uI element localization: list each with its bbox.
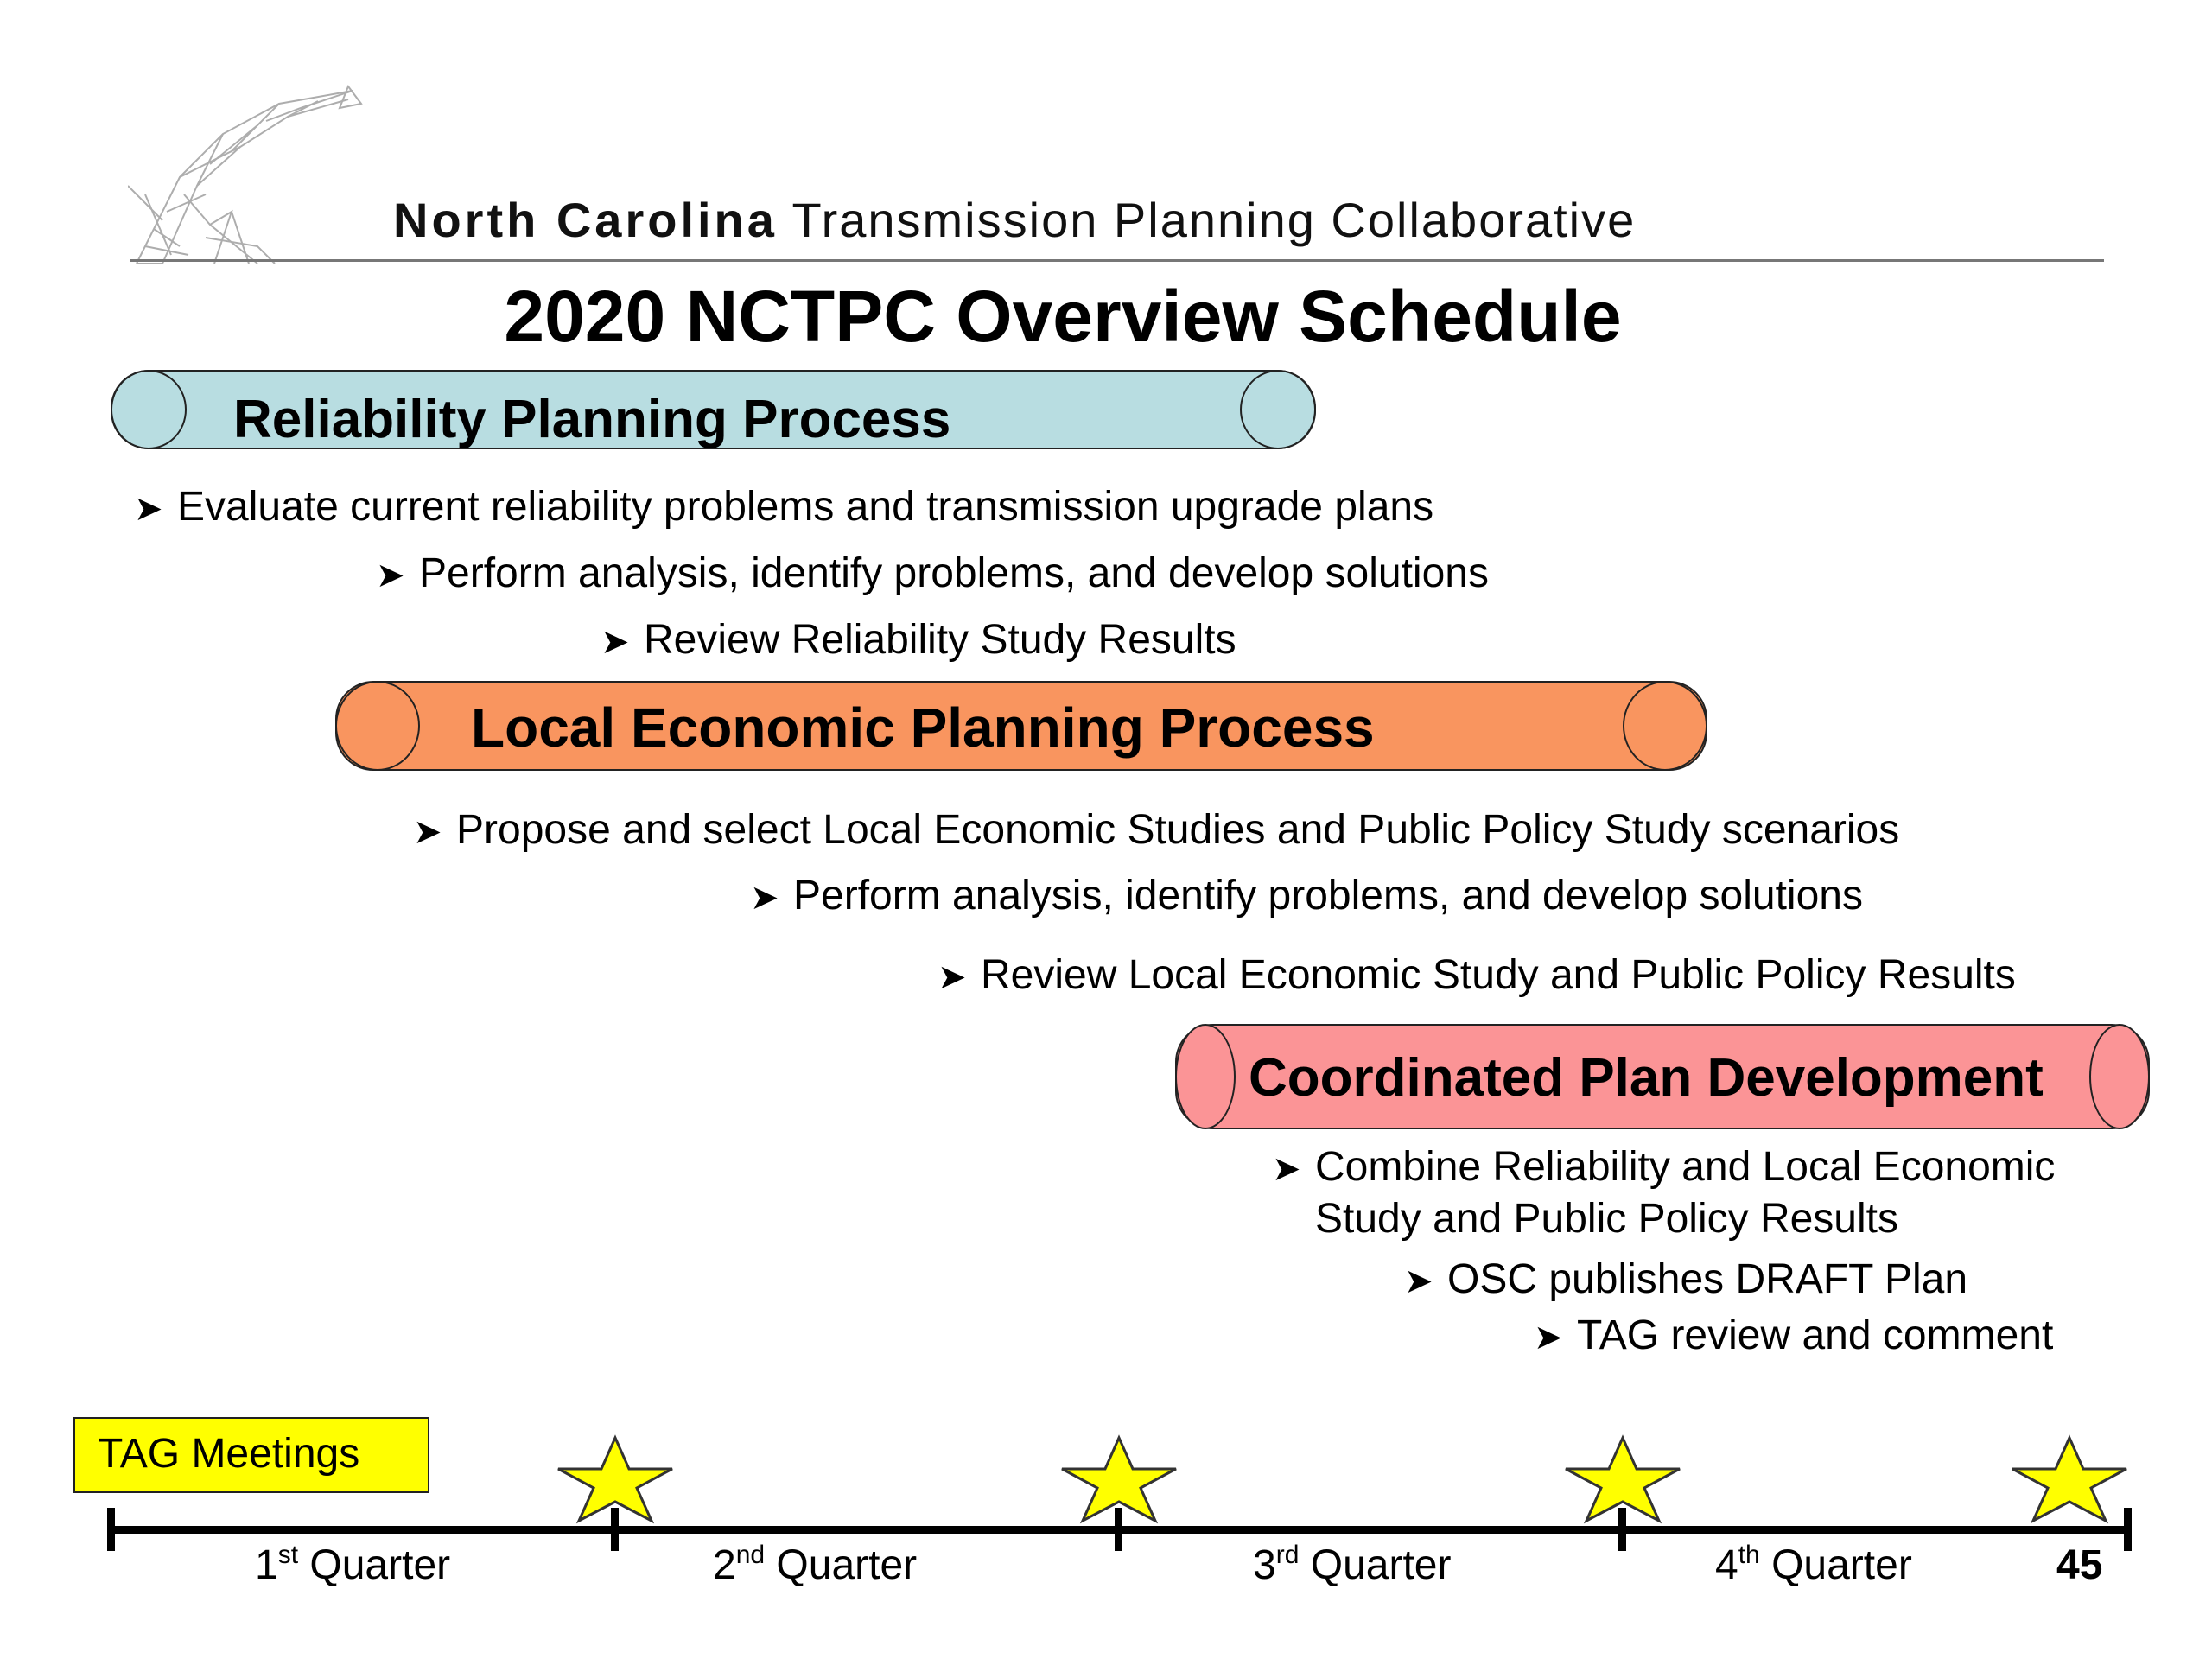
coordinated-plan-label: Coordinated Plan Development [1249,1048,2044,1108]
reliability-process-label: Reliability Planning Process [233,390,951,449]
quarter-label: 2nd Quarter [713,1541,918,1588]
star-icon [2009,1434,2130,1524]
quarter-label: 3rd Quarter [1253,1541,1452,1588]
page-title: 2020 NCTPC Overview Schedule [504,276,1622,357]
page-number: 45 [2056,1542,2103,1588]
timeline-tick [1618,1508,1626,1551]
banner-cap-right [1623,681,1707,771]
reliability-bullet: ➤ Perform analysis, identify problems, and develop solutions [376,549,1489,601]
coordinated-bullet: ➤ OSC publishes DRAFT Plan [1404,1255,1967,1306]
arrowhead-bullet-icon: ➤ [376,556,405,594]
timeline-tick [107,1508,115,1551]
banner-cap-left [335,681,420,771]
header-divider [130,259,2104,262]
reliability-bullet: ➤ Review Reliability Study Results [601,615,1236,667]
quarter-label: 4th Quarter [1715,1541,1912,1588]
arrowhead-bullet-icon: ➤ [750,879,779,917]
arrowhead-bullet-icon: ➤ [134,490,163,528]
arrowhead-bullet-icon: ➤ [938,958,967,996]
timeline-tick [611,1508,619,1551]
reliability-bullet: ➤ Evaluate current reliability problems and transmission upgrade plans [134,482,1433,534]
coordinated-bullet: ➤ TAG review and comment [1534,1311,2053,1363]
arrowhead-bullet-icon: ➤ [413,813,442,851]
local-economic-process-label: Local Economic Planning Process [471,696,1375,759]
org-name-rest: Transmission Planning Collaborative [791,193,1637,247]
arrowhead-bullet-icon: ➤ [1404,1262,1433,1300]
banner-cap-right [1240,370,1316,449]
org-name-bold: North Carolina [393,193,778,247]
coordinated-bullet: ➤ Combine Reliability and Local Economic Study and Public Policy Results [1272,1144,2056,1242]
timeline-tick [1115,1508,1122,1551]
banner-cap-left [1175,1024,1236,1129]
arrowhead-bullet-icon: ➤ [1534,1319,1563,1357]
org-name [393,192,2104,247]
local-economic-bullet: ➤ Perform analysis, identify problems, and develop solutions [750,871,1863,923]
arrowhead-bullet-icon: ➤ [1272,1150,1301,1188]
arrowhead-bullet-icon: ➤ [601,623,630,661]
local-economic-bullet: ➤ Review Local Economic Study and Public Policy Results [938,950,2016,1002]
tag-meetings-label: TAG Meetings [73,1417,429,1493]
banner-cap-left [111,370,187,449]
timeline-tick [2124,1508,2132,1551]
transmission-tower-logo [128,82,387,268]
banner-cap-right [2089,1024,2150,1129]
local-economic-bullet: ➤ Propose and select Local Economic Studies and Public Policy Study scenarios [413,805,1899,857]
quarter-label: 1st Quarter [255,1541,451,1588]
